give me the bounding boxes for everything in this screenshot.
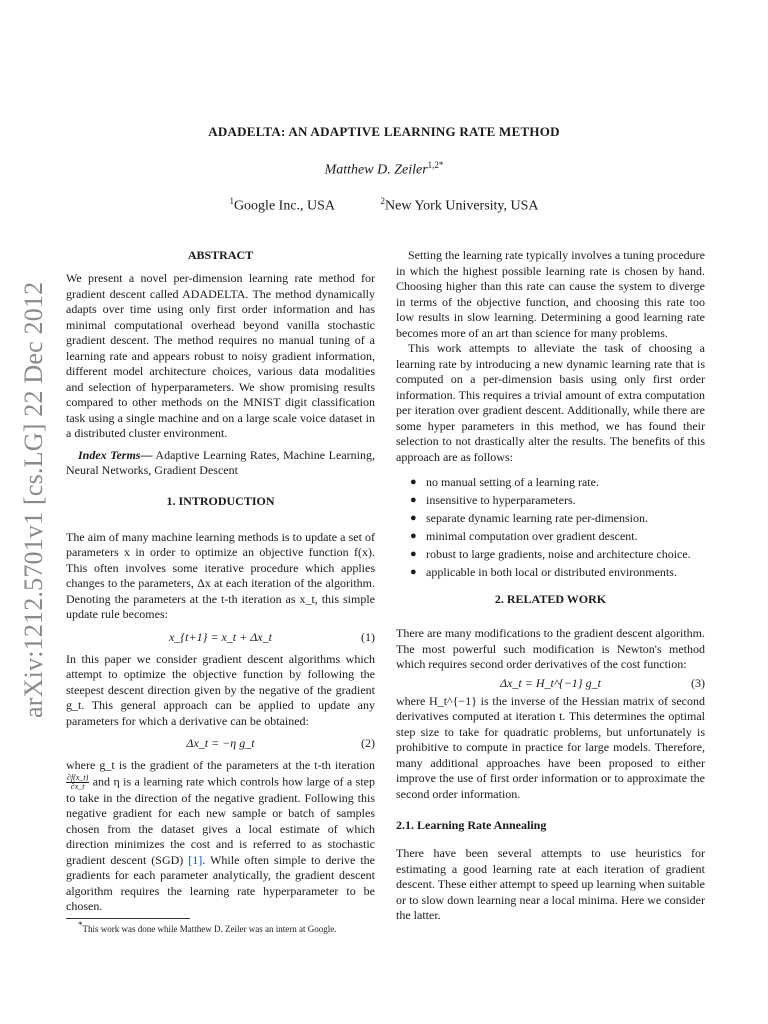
benefit-item-text: no manual setting of a learning rate. [426, 475, 599, 489]
footnote [66, 919, 375, 935]
bullet-icon: ● [410, 566, 417, 578]
footnote-mark: * [78, 919, 83, 930]
equation-2-body: Δx_t = −η g_t [186, 736, 255, 750]
equation-1 [66, 629, 375, 646]
right-paragraph-2: This work attempts to alleviate the task of choosing a learning rate by introducing a new dynamic learning rate that is computed on a per-dimension basis using only first order information. This requires a trivial amount of extra computation per iteration over gradient descent. Additionally, while there are some hyper parameters in this method, we has found their selection to not drastically alter the results. The benefits of this approach are as follows: [396, 341, 705, 464]
bullet-icon: ● [410, 530, 417, 542]
affiliation-2 [381, 196, 539, 215]
intro-paragraph-1: The aim of many machine learning methods is to update a set of parameters x in order to optimize an objective function f(x). This often involves some iterative procedure which applies changes to the parameters, Δx at each iteration of the algorithm. Denoting the parameters at the t-th iteration as x_t, this simple update rule becomes: [66, 529, 375, 621]
learning-rate-annealing-heading: 2.1. Learning Rate Annealing [396, 818, 547, 832]
equation-3-number: (3) [691, 675, 705, 690]
index-terms-label: Index Terms— [78, 447, 153, 462]
benefit-item [410, 527, 705, 545]
left-column [66, 248, 375, 935]
intro-paragraph-3-c: . While often simple to derive the gradients for each parameter analytically, the gradient descent algorithm requires the learning rate hyperparameter to be chosen. [66, 852, 376, 913]
abstract-text: We present a novel per-dimension learning rate method for gradient descent called ADADELTA. The method dynamically adapts over time using only first order information and has minimal computational overhead beyond vanilla stochastic gradient descent. The method requires no manual tuning of a learning rate and appears robust to noisy gradient information, different model architecture choices, various data modalities and selection of hyperparameters. We show promising results compared to other methods on the MNIST digit classification task using a single machine and on a large scale voice dataset in a distributed cluster environment. [66, 271, 375, 440]
affiliation-2-name: New York University, USA [385, 198, 539, 214]
benefit-item-text: minimal computation over gradient descent. [426, 529, 638, 543]
benefits-list [410, 473, 705, 581]
author-name: Matthew D. Zeiler [324, 162, 428, 178]
equation-3 [396, 675, 705, 692]
footnote-text: This work was done while Matthew D. Zeiler was an intern at Google. [82, 923, 337, 934]
benefit-item-text: separate dynamic learning rate per-dimension. [426, 511, 648, 525]
related-paragraph-2: where H_t^{−1} is the inverse of the Hessian matrix of second derivatives computed at iteration t. This determines the optimal step size to take for quadratic problems, but unfortunately is prohibitive to compute in practice for large models. Therefore, many additional approaches have been proposed to either improve the use of first order information or to approximate the second order information. [396, 693, 705, 801]
bullet-icon: ● [410, 494, 417, 506]
gradient-fraction-denominator: ∂x_t [70, 781, 85, 791]
equation-2 [66, 735, 375, 752]
affiliation-2-mark: 2 [380, 196, 386, 206]
affiliations [0, 196, 768, 215]
author-line [0, 160, 768, 179]
gradient-fraction [66, 774, 89, 791]
intro-paragraph-3-a: where g_t is the gradient of the parameters at the t-th iteration [66, 758, 375, 772]
intro-paragraph-3-b: and η is a learning rate which controls how large of a step to take in the direction of the negative gradient. Following this negative gradient for each new sample or batch of samples chosen from the dataset gives a local estimate of which direction minimizes the cost and is referred to as stochastic gradient descent (SGD) [66, 773, 375, 867]
index-terms-text: Adaptive Learning Rates, Machine Learning, Neural Networks, Gradient Descent [66, 447, 375, 477]
equation-2-number: (2) [361, 736, 375, 750]
benefit-item [410, 545, 705, 563]
equation-3-body: Δx_t = H_t^{−1} g_t [500, 675, 601, 690]
introduction-heading: 1. INTRODUCTION [166, 493, 275, 508]
intro-paragraph-2: In this paper we consider gradient descent algorithms which attempt to optimize the objective function by following the steepest descent direction given by the negative of the gradient g_t. This general approach can be applied to update any parameters for which a derivative can be obtained: [66, 651, 375, 728]
benefit-item-text: robust to large gradients, noise and architecture choice. [426, 547, 691, 561]
arxiv-identifier-stamp: arXiv:1212.5701v1 [cs.LG] 22 Dec 2012 [19, 281, 48, 719]
equation-1-body: x_{t+1} = x_t + Δx_t [169, 629, 272, 644]
related-paragraph-1: There are many modifications to the gradient descent algorithm. The most powerful such modification is Newton's method which requires second order derivatives of the cost function: [396, 626, 705, 671]
related-work-heading: 2. RELATED WORK [494, 592, 607, 606]
benefit-item [410, 473, 705, 491]
benefit-item [410, 491, 705, 509]
index-terms [66, 448, 375, 479]
right-paragraph-1: Setting the learning rate typically involves a tuning procedure in which the highest possible learning rate is chosen by hand. Choosing higher than this rate can cause the system to diverge in terms of the objective function, and choosing this rate too low results in slow learning. Determining a good learning rate becomes more of an art than science for many problems. [396, 248, 705, 340]
bullet-icon: ● [410, 512, 417, 524]
citation-link[interactable]: [1] [188, 852, 203, 867]
benefit-item [410, 563, 705, 581]
abstract-heading: ABSTRACT [187, 248, 254, 262]
affiliation-1 [229, 196, 335, 215]
annealing-paragraph-1: There have been several attempts to use heuristics for estimating a good learning rate at each iteration of gradient descent. These either attempt to speed up learning when suitable or to slow down learning near a local minima. Here we consider the latter. [396, 846, 706, 922]
benefit-item [410, 509, 705, 527]
author-marks: 1,2* [427, 160, 444, 170]
equation-1-number: (1) [361, 629, 375, 644]
intro-paragraph-3 [66, 758, 375, 915]
right-column [396, 248, 705, 924]
affiliation-1-name: Google Inc., USA [233, 198, 336, 214]
paper-title: ADADELTA: AN ADAPTIVE LEARNING RATE METHOD [208, 124, 560, 139]
benefit-item-text: insensitive to hyperparameters. [426, 493, 576, 507]
bullet-icon: ● [410, 548, 417, 560]
bullet-icon: ● [410, 476, 417, 488]
benefit-item-text: applicable in both local or distributed environments. [426, 565, 677, 579]
affiliation-1-mark: 1 [229, 196, 234, 206]
gradient-fraction-numerator: ∂f(x_t) [67, 772, 89, 782]
